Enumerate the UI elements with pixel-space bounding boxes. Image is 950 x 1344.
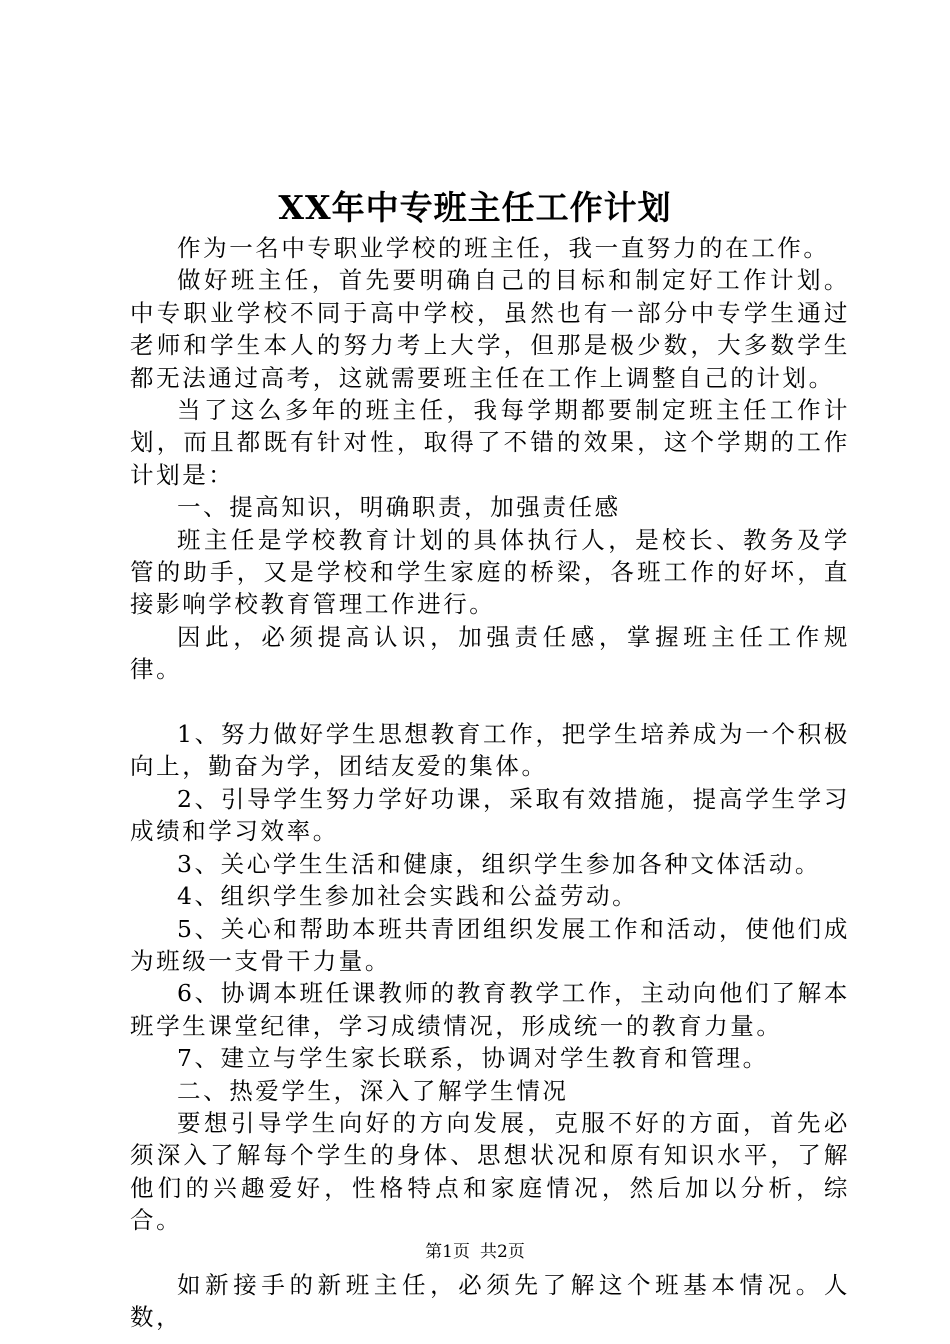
paragraph: 当了这么多年的班主任，我每学期都要制定班主任工作计划，而且都既有针对性，取得了不错的效果，这个学期的工作计划是： (130, 396, 850, 489)
page-footer (0, 1240, 950, 1264)
list-item: 5、关心和帮助本班共青团组织发展工作和活动，使他们成为班级一支骨干力量。 (130, 914, 850, 975)
page-total: 共2页 (480, 1242, 525, 1262)
paragraph: 班主任是学校教育计划的具体执行人，是校长、教务及学管的助手，又是学校和学生家庭的桥梁，各班工作的好坏，直接影响学校教育管理工作进行。 (130, 525, 850, 619)
paragraph: 要想引导学生向好的方向发展，克服不好的方面，首先必须深入了解每个学生的身体、思想状况和原有知识水平，了解他们的兴趣爱好，性格特点和家庭情况，然后加以分析，综合。 (130, 1108, 850, 1235)
paragraph: 做好班主任，首先要明确自己的目标和制定好工作计划。中专职业学校不同于高中学校，虽然也有一部分中专学生通过老师和学生本人的努力考上大学，但那是极少数，大多数学生都无法通过高考，这就需要班主任在工作上调整自己的计划。 (130, 266, 850, 392)
paragraph: 因此，必须提高认识，加强责任感，掌握班主任工作规律。 (130, 622, 850, 684)
list-item: 7、建立与学生家长联系，协调对学生教育和管理。 (177, 1044, 769, 1073)
list-item: 6、协调本班任课教师的教育教学工作，主动向他们了解本班学生课堂纪律，学习成绩情况，形成统一的教育力量。 (130, 979, 850, 1040)
list-item: 3、关心学生生活和健康，组织学生参加各种文体活动。 (177, 849, 821, 878)
list-item: 1、努力做好学生思想教育工作，把学生培养成为一个积极向上，勤奋为学，团结友爱的集体。 (130, 720, 850, 781)
list-item: 4、组织学生参加社会实践和公益劳动。 (177, 882, 639, 911)
list-item: 2、引导学生努力学好功课，采取有效措施，提高学生学习成绩和学习效率。 (130, 784, 850, 846)
section-heading: 二、热爱学生，深入了解学生情况 (177, 1076, 569, 1105)
section-heading: 一、提高知识，明确职责，加强责任感 (177, 493, 621, 522)
document-body (130, 232, 850, 1334)
page-number: 第1页 (425, 1242, 470, 1262)
document-title: XX年中专班主任工作计划 (278, 188, 672, 227)
paragraph: 如新接手的新班主任，必须先了解这个班基本情况。人数， (130, 1270, 850, 1332)
paragraph: 作为一名中专职业学校的班主任，我一直努力的在工作。 (177, 234, 830, 262)
